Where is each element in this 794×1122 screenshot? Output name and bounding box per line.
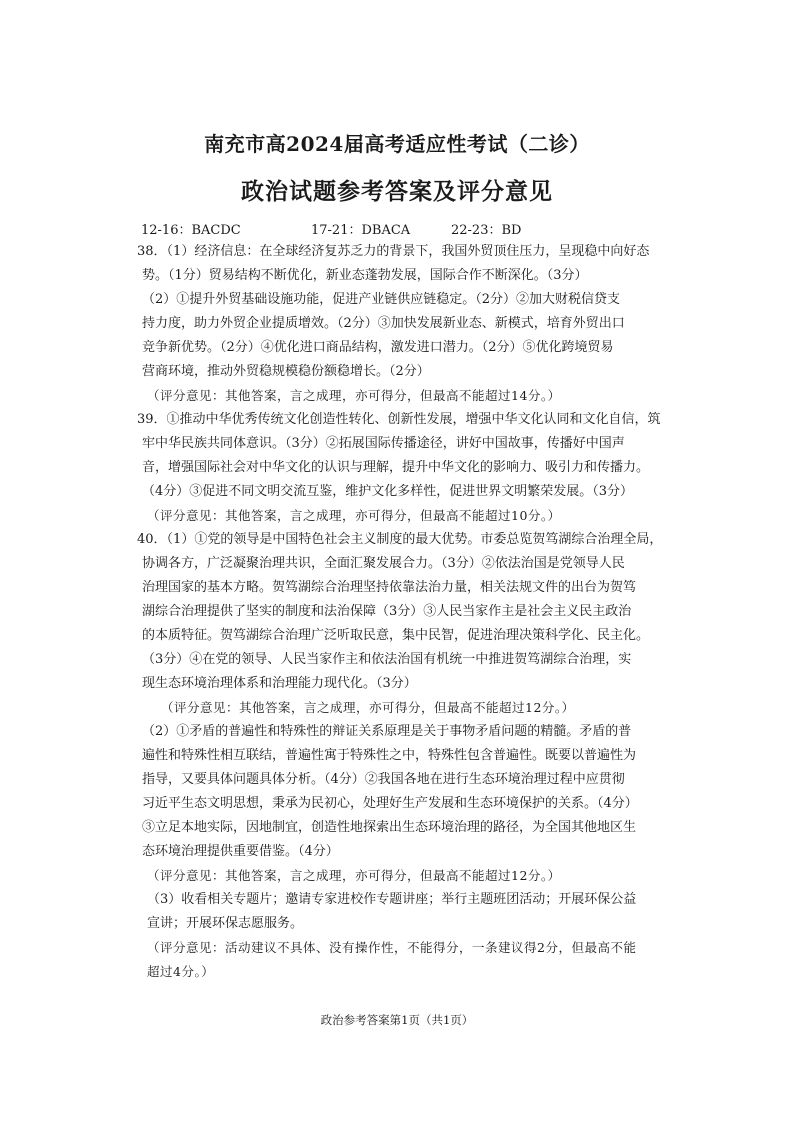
multiple-choice-answers xyxy=(141,219,521,238)
scoring-note: （评分意见：活动建议不具体、没有操作性，不能得分，一条建议得2分，但最高不能 xyxy=(147,940,637,955)
answer-line: 湖综合治理提供了坚实的制度和法治保障（3分）③人民当家作主是社会主义民主政治 xyxy=(142,604,632,619)
mc-group-17-21: 17-21：DBACA xyxy=(311,223,411,238)
answer-line: （2）①提升外贸基础设施功能，促进产业链供应链稳定。（2分）②加大财税信贷支 xyxy=(142,292,621,307)
answer-line: 的本质特征。贺笃湖综合治理广泛听取民意，集中民智，促进治理决策科学化、民主化。 xyxy=(142,628,650,643)
answer-line: 遍性和特殊性相互联结，普遍性寓于特殊性之中，特殊性包含普遍性。既要以普遍性为 xyxy=(142,748,637,763)
answer-line: 竞争新优势。（2分）④优化进口商品结构，激发进口潜力。（2分）⑤优化跨境贸易 xyxy=(142,340,614,355)
scoring-note: （评分意见：其他答案，言之成理，亦可得分，但最高不能超过14分。） xyxy=(147,388,561,403)
answer-line: ③立足本地实际，因地制宜，创造性地探索出生态环境治理的路径，为全国其他地区生 xyxy=(142,820,637,835)
scoring-note: （评分意见：其他答案，言之成理，亦可得分，但最高不能超过12分。） xyxy=(161,700,575,715)
answer-line: 协调各方，广泛凝聚治理共识，全面汇聚发展合力。（3分）②依法治国是党领导人民 xyxy=(142,556,625,571)
answer-line: 习近平生态文明思想，秉承为民初心，处理好生产发展和生态环境保护的关系。（4分） xyxy=(142,796,638,811)
scoring-note: （评分意见：其他答案，言之成理，亦可得分，但最高不能超过12分。） xyxy=(147,868,561,883)
answer-line: 治理国家的基本方略。贺笃湖综合治理坚持依靠法治力量，相关法规文件的出台为贺笃 xyxy=(142,580,637,595)
answer-line: 38．（1）经济信息：在全球经济复苏乏力的背景下，我国外贸顶住压力，呈现稳中向好态 xyxy=(137,244,650,259)
answer-line: 牢中华民族共同体意识。（3分）②拓展国际传播途径，讲好中国故事，传播好中国声 xyxy=(142,436,625,451)
answer-line: （3）收看相关专题片；邀请专家进校作专题讲座；举行主题班团活动；开展环保公益 xyxy=(147,892,637,907)
answer-line: 持力度，助力外贸企业提质增效。（2分）③加快发展新业态、新模式，培育外贸出口 xyxy=(142,316,625,331)
answer-line: 39．①推动中华优秀传统文化创造性转化、创新性发展，增强中华文化认同和文化自信，筑 xyxy=(137,412,661,427)
scoring-note: （评分意见：其他答案，言之成理，亦可得分，但最高不能超过10分。） xyxy=(147,508,561,523)
answer-line: 音，增强国际社会对中华文化的认识与理解，提升中华文化的影响力、吸引力和传播力。 xyxy=(142,460,650,475)
answer-line: 态环境治理提供重要借鉴。（4分） xyxy=(142,844,339,859)
answer-line: （4分）③促进不同文明交流互鉴，维护文化多样性，促进世界文明繁荣发展。（3分） xyxy=(142,484,634,499)
answer-line: 指导，又要具体问题具体分析。（4分）②我国各地在进行生态环境治理过程中应贯彻 xyxy=(142,772,625,787)
mc-group-12-16: 12-16：BACDC xyxy=(141,223,241,238)
answer-line: 势。（1分）贸易结构不断优化，新业态蓬勃发展，国际合作不断深化。（3分） xyxy=(142,268,588,283)
answer-line: 宣讲；开展环保志愿服务。 xyxy=(147,916,304,931)
answer-line: 现生态环境治理体系和治理能力现代化。（3分） xyxy=(142,676,417,691)
exam-title: 南充市高2024届高考适应性考试（二诊） xyxy=(204,132,590,156)
mc-group-22-23: 22-23：BD xyxy=(451,223,522,238)
answer-line: （3分）④在党的领导、人民当家作主和依法治国有机统一中推进贺笃湖综合治理，实 xyxy=(142,652,632,667)
answer-line: 营商环境，推动外贸稳规模稳份额稳增长。（2分） xyxy=(142,364,430,379)
answer-line: 40．（1）①党的领导是中国特色社会主义制度的最大优势。市委总览贺笃湖综合治理全局， xyxy=(137,532,663,547)
scoring-note: 超过4分。） xyxy=(147,964,215,979)
document-subtitle: 政治试题参考答案及评分意见 xyxy=(241,178,553,205)
page-footer: 政治参考答案第1页（共1页） xyxy=(320,1013,474,1027)
answer-line: （2）①矛盾的普遍性和特殊性的辩证关系原理是关于事物矛盾问题的精髓。矛盾的普 xyxy=(142,724,632,739)
